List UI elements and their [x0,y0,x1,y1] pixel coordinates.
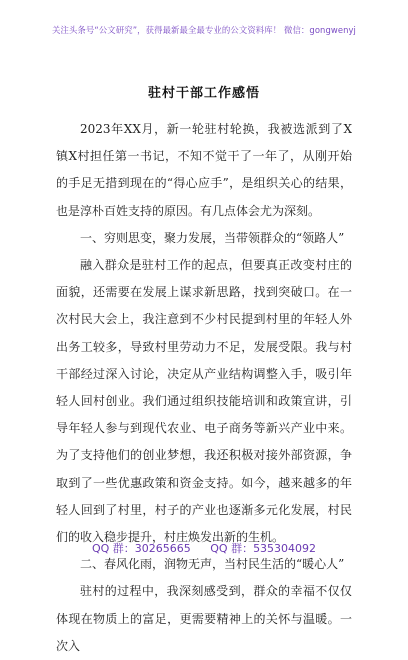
document-body [56,116,352,660]
paragraph: 2023年XX月，新一轮驻村轮换，我被选派到了X镇X村担任第一书记，不知不觉干了一年了，从刚开始的手足无措到现在的“得心应手”，是组织关心的结果，也是淳朴百姓支持的原因。有几点体会尤为深刻。 [56,122,352,218]
qq-group-footer [0,540,408,556]
qq-group-2: QQ 群：535304092 [210,542,317,555]
section-heading: 二、春风化雨，润物无声，当村民生活的“暖心人” [80,557,345,572]
promo-banner: 关注头条号“公文研究”，获得最新最全最专业的公文资料库！ 微信：gongwenyj [52,25,356,35]
paragraph: 融入群众是驻村工作的起点，但要真正改变村庄的面貌，还需要在发展上谋求新思路，找到突破口。在一次村民大会上，我注意到不少村民提到村里的年轻人外出务工较多，导致村里劳动力不足，发展受限。我与村干部经过深入讨论，决定从产业结构调整入手，吸引年轻人回村创业。我们通过组织技能培训和政策宣讲，引导年轻人参与到现代农业、电子商务等新兴产业中来。为了支持他们的创业梦想，我还积极对接外部资源，争取到了一些优惠政策和资金支持。如今，越来越多的年轻人回到了村里，村子的产业也逐渐多元化发展，村民们的收入稳步提升，村庄焕发出新的生机。 [56,258,352,545]
section-heading: 一、穷则思变，聚力发展，当带领群众的“领路人” [80,230,345,245]
qq-group-1: QQ 群：30265665 [91,542,191,555]
document-title: 驻村干部工作感悟 [147,86,260,101]
paragraph: 驻村的过程中，我深刻感受到，群众的幸福不仅仅体现在物质上的富足，更需要精神上的关怀与温暖。一次入 [56,584,352,653]
